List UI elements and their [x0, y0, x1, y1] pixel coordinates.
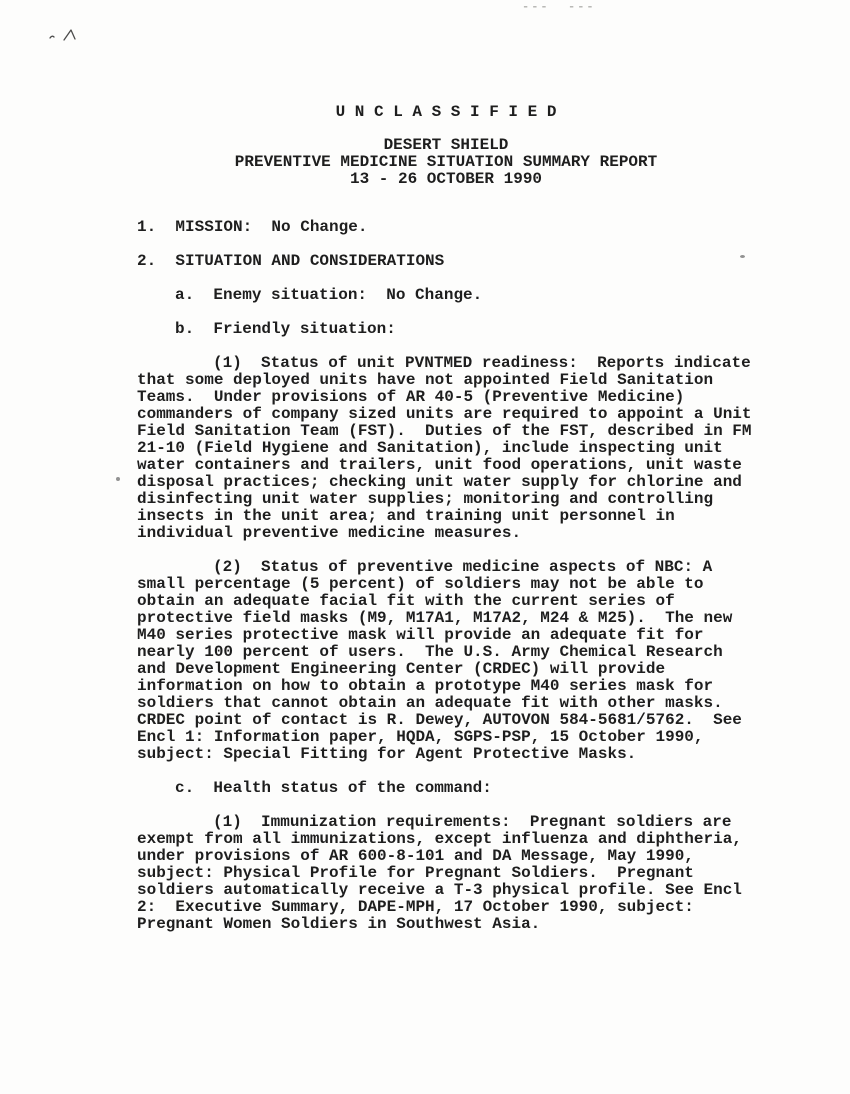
- paragraph-friendly-situation: b. Friendly situation:: [175, 320, 396, 338]
- paragraph-mission: 1. MISSION: No Change.: [137, 218, 368, 236]
- document-subtitle: PREVENTIVE MEDICINE SITUATION SUMMARY REPORT: [234, 153, 658, 171]
- document-content: [137, 103, 762, 933]
- title-block: [137, 137, 755, 188]
- paragraph-pvntmed-readiness: (1) Status of unit PVNTMED readiness: Reports indicate that some deployed units have not appointed Field Sanitation Teams. Under provisions of AR 40-5 (Preventive Medicine) commanders of company sized units are required to appoint a Unit Field Sanitation Team (FST). Duties of the FST, described in FM 21-10 (Field Hygiene and Sanitation), include inspecting unit water containers and trailers, unit food operations, unit waste disposal practices; checking unit water supply for chlorine and disinfecting unit water supplies; monitoring and controlling insects in the unit area; and training unit personnel in individual preventive medicine measures.: [137, 354, 762, 542]
- document-title: DESERT SHIELD: [383, 136, 509, 154]
- scan-artifact-dot: [116, 477, 120, 481]
- paragraph-immunization: (1) Immunization requirements: Pregnant soldiers are exempt from all immunizations, except influenza and diphtheria, under provisions of AR 600-8-101 and DA Message, May 1990, subject: Physical Profile for Pregnant Soldiers. Pregnant soldiers automatically receive a T-3 physical profile. See Encl 2: Executive Summary, DAPE-MPH, 17 October 1990, subject: Pregnant Women Soldiers in Southwest Asia.: [137, 813, 752, 933]
- pen-mark-icon: [48, 27, 82, 43]
- paragraph-nbc-aspects: (2) Status of preventive medicine aspects of NBC: A small percentage (5 percent) of soldiers may not be able to obtain an adequate facial fit with the current series of protective field masks (M9, M17A1, M17A2, M24 & M25). The new M40 series protective mask will provide an adequate fit for nearly 100 percent of users. The U.S. Army Chemical Research and Development Engineering Center (CRDEC) will provide information on how to obtain a prototype M40 series mask for soldiers that cannot obtain an adequate fit with other masks. CRDEC point of contact is R. Dewey, AUTOVON 584-5681/5762. See Encl 1: Information paper, HQDA, SGPS-PSP, 15 October 1990, subject: Special Fitting for Agent Protective Masks.: [137, 558, 752, 763]
- scan-artifact-dashes: --- ---: [522, 0, 596, 14]
- document-date-range: 13 - 26 OCTOBER 1990: [349, 170, 543, 188]
- document-body: [137, 218, 762, 933]
- paragraph-health-status: c. Health status of the command:: [175, 779, 492, 797]
- paragraph-enemy-situation: a. Enemy situation: No Change.: [175, 286, 483, 304]
- paragraph-situation-heading: 2. SITUATION AND CONSIDERATIONS: [137, 252, 445, 270]
- classification-banner: U N C L A S S I F I E D: [335, 103, 557, 121]
